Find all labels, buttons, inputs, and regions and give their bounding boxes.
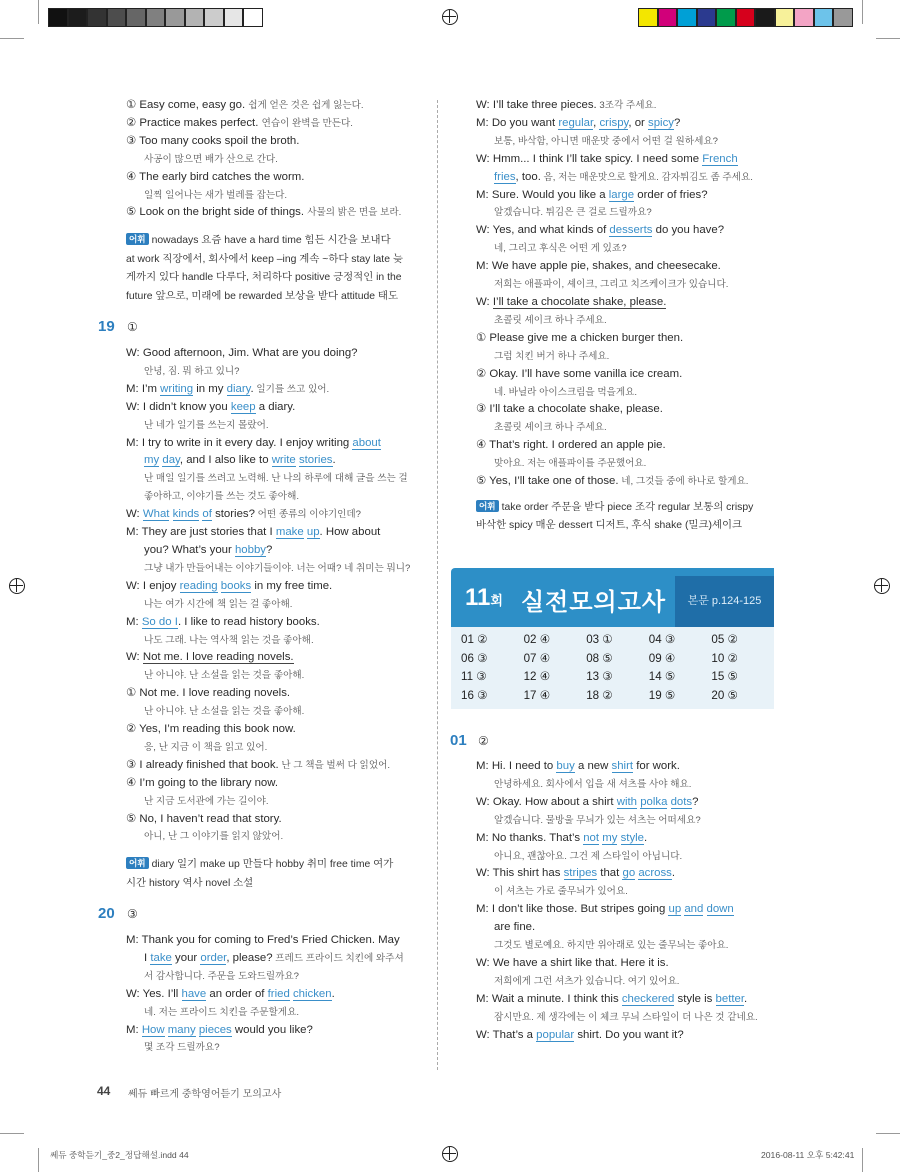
- vocab-line: 시간 history 역사 novel 소설: [126, 877, 254, 889]
- book-title: 쎄듀 빠르게 중학영어듣기 모의고사: [128, 1089, 282, 1100]
- dialogue-line: W: This shirt has stripes that go across.: [476, 867, 676, 880]
- q20-script: [126, 932, 426, 1057]
- answer-cell: 01 ②: [461, 633, 488, 646]
- color-swatch: [677, 8, 697, 27]
- color-swatch: [755, 8, 775, 27]
- vocab-line: 어휘 take order 주문을 받다 piece 조각 regular 보통의 crispy: [476, 499, 776, 518]
- dialogue-line: W: What kinds of stories? 어떤 종류의 이야기인데?: [126, 508, 361, 521]
- answer-option: ① Please give me a chicken burger then.: [476, 331, 684, 344]
- color-swatch: [146, 8, 166, 27]
- answer-cell: 20 ⑤: [711, 688, 738, 702]
- color-swatch: [794, 8, 814, 27]
- dialogue-translation: 이 셔츠는 가로 줄무늬가 있어요.: [494, 886, 628, 898]
- dialogue-line: my day, and I also like to write stories.: [144, 454, 336, 467]
- answer-cell: 17 ④: [523, 688, 551, 702]
- page-reference: 본문 p.124-125: [675, 576, 774, 627]
- grayscale-color-bar: [48, 8, 263, 27]
- dialogue-line: you? What’s your hobby?: [144, 543, 273, 556]
- dialogue-translation: 보통, 바삭함, 아니면 매운맛 중에서 어떤 걸 원하세요?: [494, 135, 718, 147]
- dialogue-line: fries, too. 음, 저는 매운맛으로 할게요. 감자튀김도 좀 주세요.: [494, 170, 753, 183]
- answer-option: ⑤ Yes, I’ll take one of those. 네, 그것들 중에 하나로 할게요.: [476, 475, 749, 488]
- proverb-translation: 사공이 많으면 배가 산으로 간다.: [144, 153, 278, 165]
- crop-mark: [0, 38, 24, 39]
- answer-cell: 02 ④: [523, 633, 551, 646]
- vocab-box: [126, 856, 426, 893]
- color-swatch: [126, 8, 146, 27]
- vocab-line: 바삭한 spicy 매운 dessert 디저트, 후식 shake (밀크)셰이크: [476, 520, 743, 532]
- dialogue-line: M: I’m writing in my diary. 일기를 쓰고 있어.: [126, 382, 330, 395]
- dialogue-line: W: I enjoy reading books in my free time.: [126, 579, 333, 592]
- right-column: [476, 97, 776, 536]
- dialogue-line: M: They are just stories that I make up. How about: [126, 526, 381, 539]
- dialogue-translation: 서 감사합니다. 주문을 도와드릴까요?: [144, 970, 300, 982]
- dialogue-line: M: Do you want regular, crispy, or spicy?: [476, 116, 681, 129]
- crop-mark: [876, 38, 900, 39]
- color-swatch: [775, 8, 795, 27]
- crop-mark: [0, 1133, 24, 1134]
- dialogue-translation: 네. 저는 프라이드 치킨을 주문할게요.: [144, 1006, 300, 1018]
- answer-cell: 08 ⑤: [586, 651, 613, 665]
- proverb-translation: 일찍 일어나는 새가 벌레를 잡는다.: [144, 189, 288, 201]
- answer-cell: 07 ④: [523, 651, 551, 665]
- answer-row: [461, 650, 774, 669]
- answer-cell: 18 ②: [586, 688, 613, 702]
- dialogue-line: M: I try to write in it every day. I enjoy writing about: [126, 436, 381, 449]
- vocab-tag: 어휘: [476, 500, 499, 512]
- dialogue-line: M: Thank you for coming to Fred’s Fried Chicken. May: [126, 934, 400, 946]
- answer-cell: 05 ②: [711, 633, 738, 646]
- answer-cell: 03 ①: [586, 633, 613, 646]
- dialogue-line: M: Sure. Would you like a large order of fries?: [476, 188, 708, 201]
- dialogue-line: W: Not me. I love reading novels.: [126, 651, 294, 664]
- answer-cell: 16 ③: [461, 688, 488, 702]
- crop-mark: [862, 1148, 863, 1172]
- dialogue-line: W: We have a shirt like that. Here it is.: [476, 956, 669, 969]
- dialogue-translation: 나도 그래. 나는 역사책 읽는 것을 좋아해.: [144, 634, 314, 646]
- answer-option: ⑤ No, I haven’t read that story.: [126, 812, 282, 825]
- answer-option: ④ I’m going to the library now.: [126, 776, 279, 789]
- dialogue-line: W: I’ll take three pieces. 3조각 주세요.: [476, 99, 657, 111]
- color-swatch: [87, 8, 107, 27]
- option-translation: 초콜릿 셰이크 하나 주세요.: [494, 422, 607, 434]
- dialogue-translation: 안녕하세요. 회사에서 입을 새 셔츠를 사야 해요.: [494, 778, 692, 790]
- answer-cell: 06 ③: [461, 651, 488, 665]
- answer-option: ② Okay. I’ll have some vanilla ice cream.: [476, 367, 683, 380]
- color-swatch: [638, 8, 658, 27]
- dialogue-line: M: I don’t like those. But stripes going up and down: [476, 903, 734, 916]
- color-swatch: [165, 8, 185, 27]
- page-number: 44: [97, 1084, 111, 1098]
- dialogue-line: are fine.: [494, 921, 536, 934]
- color-swatch: [736, 8, 756, 27]
- color-swatch: [716, 8, 736, 27]
- dialogue-line: M: Wait a minute. I think this checkered style is better.: [476, 992, 748, 1005]
- registration-mark-icon: [442, 1146, 458, 1162]
- column-divider: [437, 100, 438, 1070]
- dialogue-translation: 좋아하고, 이야기를 쓰는 것도 좋아해.: [144, 491, 300, 503]
- crop-mark: [38, 1148, 39, 1172]
- proverb-list: [126, 97, 426, 222]
- dialogue-line: W: That’s a popular shirt. Do you want it?: [476, 1028, 684, 1041]
- option-translation: 맞아요. 저는 애플파이를 주문했어요.: [494, 458, 647, 470]
- dialogue-translation: 아니요, 괜찮아요. 그건 제 스타일이 아닙니다.: [494, 850, 683, 862]
- answer-cell: 13 ③: [586, 670, 613, 683]
- dialogue-translation: 초콜릿 셰이크 하나 주세요.: [494, 314, 607, 326]
- dialogue-line: W: I’ll take a chocolate shake, please.: [476, 295, 667, 308]
- dialogue-line: W: I didn’t know you keep a diary.: [126, 400, 296, 413]
- proverb-item: ① Easy come, easy go. 쉽게 얻은 것은 쉽게 잃는다.: [126, 99, 364, 111]
- dialogue-line: W: Hmm... I think I’ll take spicy. I need some French: [476, 152, 738, 165]
- answer-cell: 19 ⑤: [648, 688, 676, 702]
- q19-script: [126, 345, 426, 893]
- file-slug: 쎄듀 중학듣기_중2_정답해설.indd 44: [50, 1150, 189, 1160]
- proverb-item: ④ The early bird catches the worm.: [126, 170, 305, 183]
- dialogue-line: I take your order, please? 프레드 프라이드 치킨에 와주셔: [144, 951, 404, 964]
- question-number: 19: [98, 318, 115, 335]
- dialogue-translation: 난 아니야. 난 소설을 읽는 것을 좋아해.: [144, 670, 305, 682]
- test-number: 11회: [465, 584, 503, 611]
- dialogue-line: M: How many pieces would you like?: [126, 1023, 313, 1036]
- color-swatch: [107, 8, 127, 27]
- date-slug: 2016-08-11 오후 5:42:41: [761, 1150, 855, 1160]
- proverb-item: ⑤ Look on the bright side of things. 사물의 밝은 면을 보라.: [126, 206, 402, 219]
- answer-cell: 12 ④: [523, 670, 551, 683]
- color-swatch: [833, 8, 853, 27]
- dialogue-translation: 나는 여가 시간에 책 읽는 걸 좋아해.: [144, 598, 293, 610]
- vocab-line: 어휘 diary 일기 make up 만들다 hobby 취미 free time 여가: [126, 856, 426, 875]
- vocab-line: future 앞으로, 미래에 be rewarded 보상을 받다 attitude 태도: [126, 290, 398, 302]
- color-swatch: [658, 8, 678, 27]
- answer-option: ③ I already finished that book. 난 그 책을 벌써 다 읽었어.: [126, 758, 391, 771]
- answer-cell: 11 ③: [461, 670, 487, 683]
- registration-mark-icon: [9, 578, 25, 594]
- dialogue-translation: 안녕, 짐. 뭐 하고 있니?: [144, 365, 240, 377]
- vocab-line: 게까지 있다 handle 다루다, 처리하다 positive 긍정적인 in the: [126, 272, 402, 284]
- answer-cell: 10 ②: [711, 651, 738, 665]
- left-column: [126, 97, 426, 306]
- vocab-tag: 어휘: [126, 857, 149, 869]
- cmyk-color-bar: [638, 8, 853, 27]
- dialogue-translation: 알겠습니다. 물방울 무늬가 있는 셔츠는 어떠세요?: [494, 814, 701, 826]
- color-swatch: [68, 8, 88, 27]
- vocab-box: [126, 232, 426, 306]
- question-answer: ①: [127, 320, 138, 334]
- dialogue-line: W: Yes. I’ll have an order of fried chicken.: [126, 987, 335, 1000]
- answer-cell: 09 ④: [648, 651, 676, 665]
- color-swatch: [697, 8, 717, 27]
- answer-row: [461, 668, 774, 687]
- question-number: 01: [450, 732, 467, 749]
- answer-option: ② Yes, I’m reading this book now.: [126, 723, 296, 736]
- registration-mark-icon: [442, 9, 458, 25]
- dialogue-line: W: Yes, and what kinds of desserts do you have?: [476, 224, 725, 237]
- dialogue-line: M: Hi. I need to buy a new shirt for work.: [476, 760, 680, 772]
- option-translation: 난 아니야. 난 소설을 읽는 것을 좋아해.: [144, 706, 305, 718]
- proverb-item: ② Practice makes perfect. 연습이 완벽을 만든다.: [126, 116, 353, 129]
- dialogue-translation: 그냥 내가 만들어내는 이야기들이야. 너는 어때? 네 취미는 뭐니?: [144, 562, 411, 574]
- option-translation: 난 지금 도서관에 가는 길이야.: [144, 795, 269, 807]
- crop-mark: [876, 1133, 900, 1134]
- test-title: 실전모의고사: [521, 589, 667, 616]
- vocab-line: 어휘 nowadays 요즘 have a hard time 힘든 시간을 보내다: [126, 232, 426, 251]
- proverb-item: ③ Too many cooks spoil the broth.: [126, 134, 300, 147]
- option-translation: 아니, 난 그 이야기를 읽지 않았어.: [144, 831, 284, 843]
- color-swatch: [48, 8, 68, 27]
- test-banner: [451, 568, 774, 627]
- dialogue-translation: 네, 그리고 후식은 어떤 게 있죠?: [494, 243, 627, 255]
- answer-option: ① Not me. I love reading novels.: [126, 687, 291, 700]
- crop-mark: [38, 0, 39, 24]
- dialogue-line: W: Good afternoon, Jim. What are you doing?: [126, 347, 358, 359]
- dialogue-line: W: Okay. How about a shirt with polka dots?: [476, 795, 699, 808]
- dialogue-translation: 몇 조각 드릴까요?: [144, 1042, 220, 1054]
- question-answer: ③: [127, 907, 138, 921]
- dialogue-line: M: No thanks. That’s not my style.: [476, 831, 648, 844]
- dialogue-line: M: So do I. I like to read history books.: [126, 615, 320, 628]
- answer-row: [461, 631, 774, 650]
- registration-mark-icon: [874, 578, 890, 594]
- dialogue-translation: 난 네가 일기를 쓰는지 몰랐어.: [144, 419, 269, 431]
- dialogue-translation: 저희에게 그런 셔츠가 있습니다. 여기 있어요.: [494, 975, 680, 987]
- dialogue-translation: 저희는 애플파이, 셰이크, 그리고 치즈케이크가 있습니다.: [494, 279, 729, 291]
- question-number: 20: [98, 905, 115, 922]
- dialogue-line: M: We have apple pie, shakes, and cheesecake.: [476, 260, 721, 273]
- color-swatch: [204, 8, 224, 27]
- option-translation: 그럼 치킨 버거 하나 주세요.: [494, 350, 610, 362]
- crop-mark: [862, 0, 863, 24]
- answer-key-grid: [451, 627, 774, 709]
- answer-option: ③ I’ll take a chocolate shake, please.: [476, 403, 663, 416]
- q01-script: [476, 758, 776, 1045]
- answer-cell: 15 ⑤: [711, 670, 738, 683]
- answer-cell: 04 ③: [648, 633, 676, 646]
- dialogue-translation: 알겠습니다. 튀김은 큰 걸로 드릴까요?: [494, 207, 652, 219]
- color-swatch: [814, 8, 834, 27]
- dialogue-translation: 잠시만요. 제 생각에는 이 체크 무늬 스타일이 더 나은 것 같네요.: [494, 1011, 758, 1023]
- vocab-tag: 어휘: [126, 233, 149, 245]
- color-swatch: [185, 8, 205, 27]
- option-translation: 네. 바닐라 아이스크림을 먹을게요.: [494, 386, 638, 398]
- dialogue-translation: 난 매일 일기를 쓰려고 노력해. 난 나의 하루에 대해 글을 쓰는 걸: [144, 473, 408, 485]
- answer-cell: 14 ⑤: [648, 670, 676, 683]
- option-translation: 응, 난 지금 이 책을 읽고 있어.: [144, 741, 268, 753]
- vocab-line: at work 직장에서, 회사에서 keep –ing 계속 ~하다 stay late 늦: [126, 253, 403, 265]
- answer-option: ④ That’s right. I ordered an apple pie.: [476, 439, 666, 452]
- question-answer: ②: [478, 734, 489, 748]
- color-swatch: [243, 8, 263, 27]
- answer-row: [461, 687, 774, 706]
- dialogue-translation: 그것도 별로예요. 하지만 위아래로 있는 줄무늬는 좋아요.: [494, 940, 729, 952]
- vocab-box: [476, 499, 776, 536]
- color-swatch: [224, 8, 244, 27]
